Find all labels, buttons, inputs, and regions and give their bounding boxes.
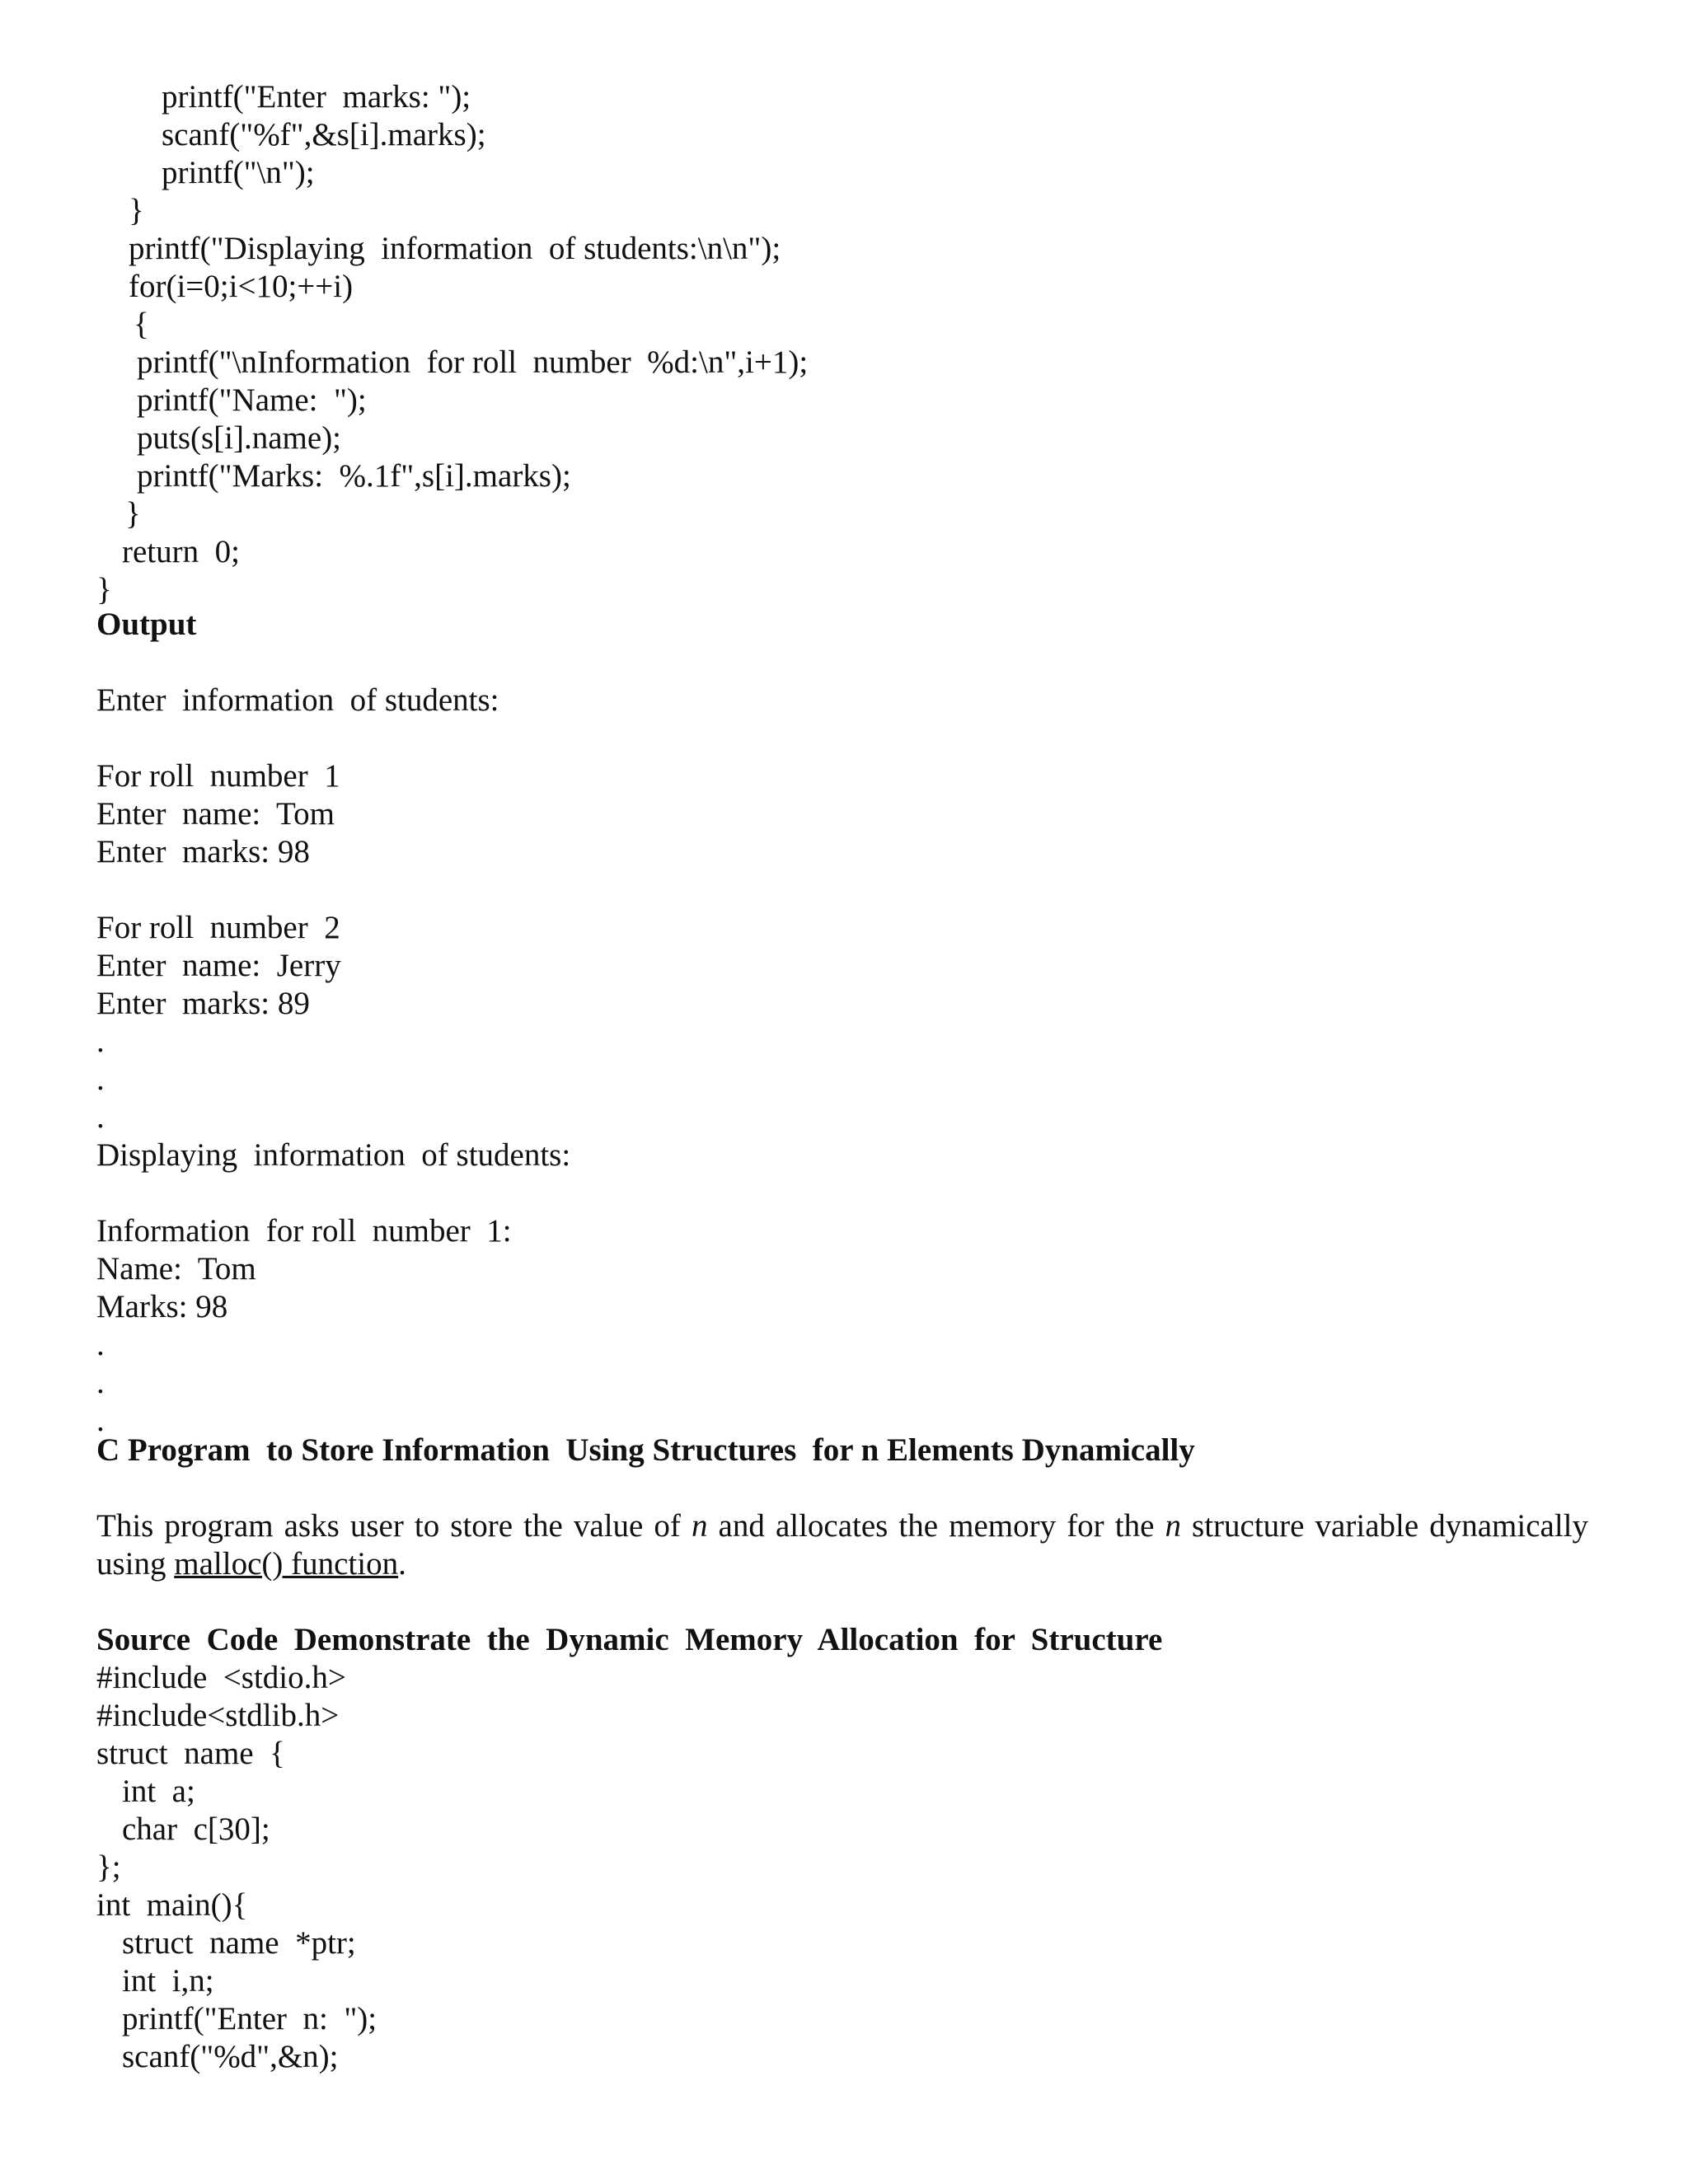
- code-line: for(i=0;i<10;++i): [129, 269, 354, 304]
- code-line: printf("\n");: [162, 155, 315, 190]
- output-line: Enter name: Tom: [96, 796, 335, 832]
- output-line: .: [96, 1062, 105, 1097]
- code-line: scanf("%f",&s[i].marks);: [162, 117, 486, 152]
- description-paragraph: [96, 1507, 1588, 1583]
- code-line: return 0;: [122, 534, 240, 569]
- code-line: printf("Enter n: ");: [122, 2001, 377, 2036]
- output-line: .: [96, 1365, 105, 1400]
- output-line: Enter marks: 89: [96, 986, 310, 1021]
- code-line: }: [96, 572, 112, 607]
- code-line: puts(s[i].name);: [137, 420, 342, 456]
- code-line: char c[30];: [122, 1811, 270, 1847]
- output-line: .: [96, 1327, 105, 1362]
- code-line: printf("\nInformation for roll number %d:\n",i+1);: [137, 344, 809, 380]
- code-line: {: [134, 307, 149, 342]
- description-text: This program asks user to store the value of: [96, 1508, 692, 1544]
- code-line: struct name *ptr;: [122, 1925, 356, 1961]
- output-line: .: [96, 1099, 105, 1135]
- output-line: Enter marks: 98: [96, 834, 310, 869]
- output-line: Name: Tom: [96, 1251, 256, 1286]
- variable-n: n: [1165, 1508, 1181, 1544]
- output-line: .: [96, 1024, 105, 1059]
- code-line: int i,n;: [122, 1963, 214, 1999]
- code-line: #include<stdlib.h>: [96, 1698, 340, 1733]
- description-text: and allocates the memory for the: [707, 1508, 1165, 1544]
- output-line: Enter information of students:: [96, 682, 499, 718]
- code-line: scanf("%d",&n);: [122, 2039, 339, 2074]
- output-heading: Output: [96, 607, 197, 642]
- output-line: For roll number 2: [96, 910, 340, 945]
- output-line: Enter name: Jerry: [96, 948, 341, 983]
- code-line: int main(){: [96, 1887, 248, 1923]
- code-line: printf("Name: ");: [137, 382, 367, 418]
- code-line: }: [125, 496, 141, 532]
- malloc-function-link[interactable]: malloc() function: [174, 1546, 399, 1582]
- description-text: structure variable dynamically using: [96, 1508, 1588, 1582]
- output-line: For roll number 1: [96, 758, 340, 794]
- code-line: int a;: [122, 1774, 195, 1809]
- output-line: Displaying information of students:: [96, 1137, 571, 1173]
- code-line: #include <stdio.h>: [96, 1660, 346, 1695]
- variable-n: n: [691, 1508, 708, 1544]
- output-line: Marks: 98: [96, 1289, 228, 1324]
- code-line: printf("Marks: %.1f",s[i].marks);: [137, 458, 571, 494]
- code-line: struct name {: [96, 1736, 285, 1771]
- output-line: .: [96, 1403, 105, 1438]
- code-line: }: [129, 193, 144, 228]
- section-title: C Program to Store Information Using Structures for n Elements Dynamically: [96, 1432, 1195, 1468]
- code-line: printf("Displaying information of students:\n\n");: [129, 231, 781, 266]
- source-code-heading: Source Code Demonstrate the Dynamic Memory Allocation for Structure: [96, 1622, 1163, 1657]
- code-line: };: [96, 1849, 121, 1885]
- description-text: .: [398, 1546, 406, 1582]
- code-line: printf("Enter marks: ");: [162, 79, 471, 115]
- output-line: Information for roll number 1:: [96, 1213, 512, 1249]
